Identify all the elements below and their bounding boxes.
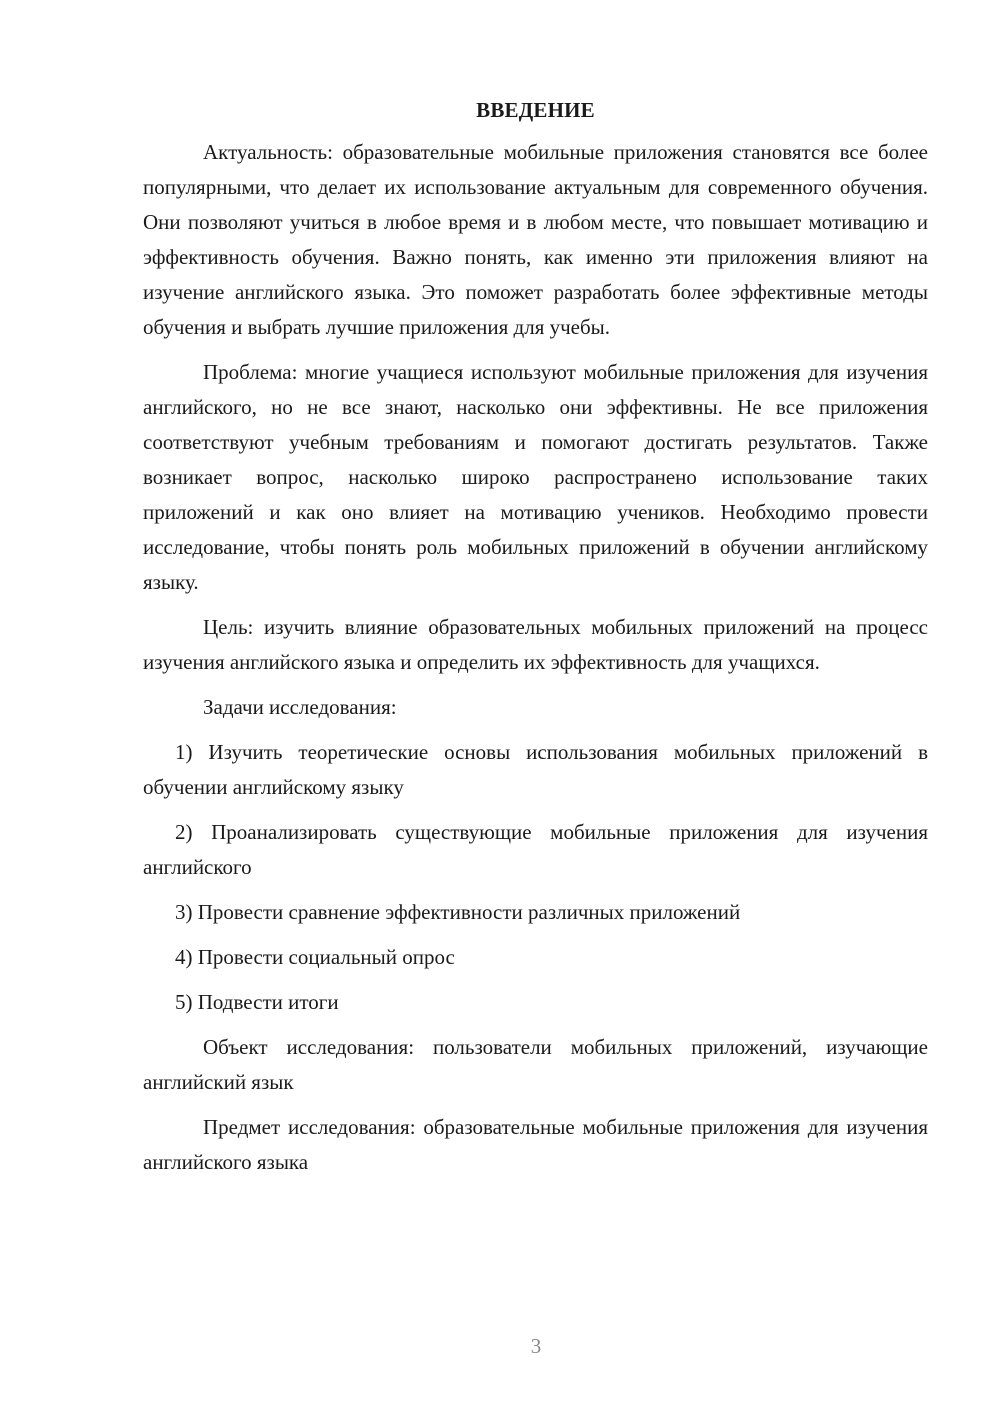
task-item-2: 2) Проанализировать существующие мобильные приложения для изучения английского (143, 820, 928, 879)
task-item-4: 4) Провести социальный опрос (175, 945, 455, 969)
document-body (143, 93, 928, 1190)
task-item-3: 3) Провести сравнение эффективности различных приложений (175, 900, 741, 924)
relevance-paragraph: Актуальность: образовательные мобильные приложения становятся все более популярными, что делает их использование актуальным для современного обучения. Они позволяют учиться в любое время и в любом месте, что повышает мотивацию и эффективность обучения. Важно понять, как именно эти приложения влияют на изучение английского языка. Это поможет разработать более эффективные методы обучения и выбрать лучшие приложения для учебы. (143, 140, 928, 339)
page-number: 3 (530, 1334, 542, 1358)
object-paragraph: Объект исследования: пользователи мобильных приложений, изучающие английский язык (143, 1035, 928, 1094)
problem-paragraph: Проблема: многие учащиеся используют мобильные приложения для изучения английского, но не все знают, насколько они эффективны. Не все приложения соответствуют учебным требованиям и помогают достигать результатов. Также возникает вопрос, насколько широко распространено использование таких приложений и как оно влияет на мотивацию учеников. Необходимо провести исследование, чтобы понять роль мобильных приложений в обучении английскому языку. (143, 360, 928, 594)
goal-paragraph: Цель: изучить влияние образовательных мобильных приложений на процесс изучения английского языка и определить их эффективность для учащихся. (143, 615, 928, 674)
task-item-5: 5) Подвести итоги (175, 990, 339, 1014)
section-heading: ВВЕДЕНИЕ (476, 98, 595, 122)
subject-paragraph: Предмет исследования: образовательные мобильные приложения для изучения английского языка (143, 1115, 928, 1174)
task-item-1: 1) Изучить теоретические основы использования мобильных приложений в обучении английскому языку (143, 740, 928, 799)
tasks-heading: Задачи исследования: (203, 695, 397, 719)
